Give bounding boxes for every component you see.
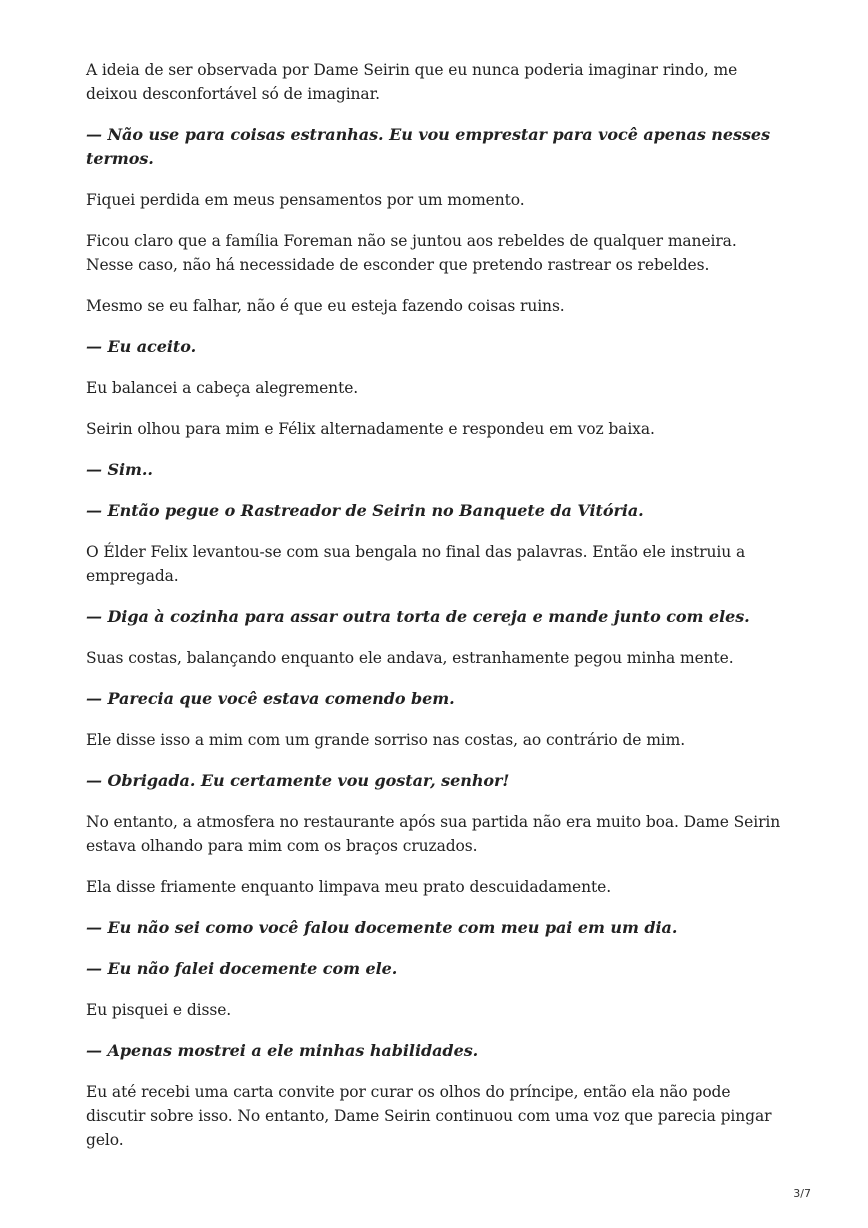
paragraph: Ficou claro que a família Foreman não se juntou aos rebeldes de qualquer maneira. Nesse caso, não há necessidade de esconder que pretendo rastrear os rebeldes. bbox=[86, 232, 737, 274]
paragraph: Ela disse friamente enquanto limpava meu prato descuidadamente. bbox=[86, 878, 612, 896]
dialogue-line: — Eu não falei docemente com ele. bbox=[86, 959, 398, 978]
dialogue-line: — Diga à cozinha para assar outra torta de cereja e mande junto com eles. bbox=[86, 607, 750, 626]
dialogue-line: — Sim.. bbox=[86, 460, 153, 479]
dialogue-line: — Eu aceito. bbox=[86, 337, 197, 356]
paragraph: Suas costas, balançando enquanto ele andava, estranhamente pegou minha mente. bbox=[86, 649, 734, 667]
paragraph: Eu balancei a cabeça alegremente. bbox=[86, 379, 359, 397]
paragraph: A ideia de ser observada por Dame Seirin que eu nunca poderia imaginar rindo, me deixou desconfortável só de imaginar. bbox=[86, 61, 738, 103]
paragraph: Eu pisquei e disse. bbox=[86, 1001, 232, 1019]
paragraph: Ele disse isso a mim com um grande sorriso nas costas, ao contrário de mim. bbox=[86, 731, 686, 749]
paragraph: Fiquei perdida em meus pensamentos por um momento. bbox=[86, 191, 525, 209]
document-body bbox=[86, 58, 786, 1169]
paragraph: O Élder Felix levantou-se com sua bengala no final das palavras. Então ele instruiu a empregada. bbox=[86, 543, 746, 585]
dialogue-line: — Parecia que você estava comendo bem. bbox=[86, 689, 455, 708]
dialogue-line: — Não use para coisas estranhas. Eu vou emprestar para você apenas nesses termos. bbox=[86, 125, 771, 168]
dialogue-line: — Obrigada. Eu certamente vou gostar, senhor! bbox=[86, 771, 510, 790]
paragraph: Seirin olhou para mim e Félix alternadamente e respondeu em voz baixa. bbox=[86, 420, 655, 438]
page-number: 3/7 bbox=[793, 1187, 811, 1200]
dialogue-line: — Apenas mostrei a ele minhas habilidades. bbox=[86, 1041, 479, 1060]
paragraph: Eu até recebi uma carta convite por curar os olhos do príncipe, então ela não pode discutir sobre isso. No entanto, Dame Seirin continuou com uma voz que parecia pingar gelo. bbox=[86, 1083, 772, 1149]
paragraph: No entanto, a atmosfera no restaurante após sua partida não era muito boa. Dame Seirin estava olhando para mim com os braços cruzados. bbox=[86, 813, 781, 855]
dialogue-line: — Então pegue o Rastreador de Seirin no Banquete da Vitória. bbox=[86, 501, 644, 520]
paragraph: Mesmo se eu falhar, não é que eu esteja fazendo coisas ruins. bbox=[86, 297, 565, 315]
dialogue-line: — Eu não sei como você falou docemente com meu pai em um dia. bbox=[86, 918, 678, 937]
